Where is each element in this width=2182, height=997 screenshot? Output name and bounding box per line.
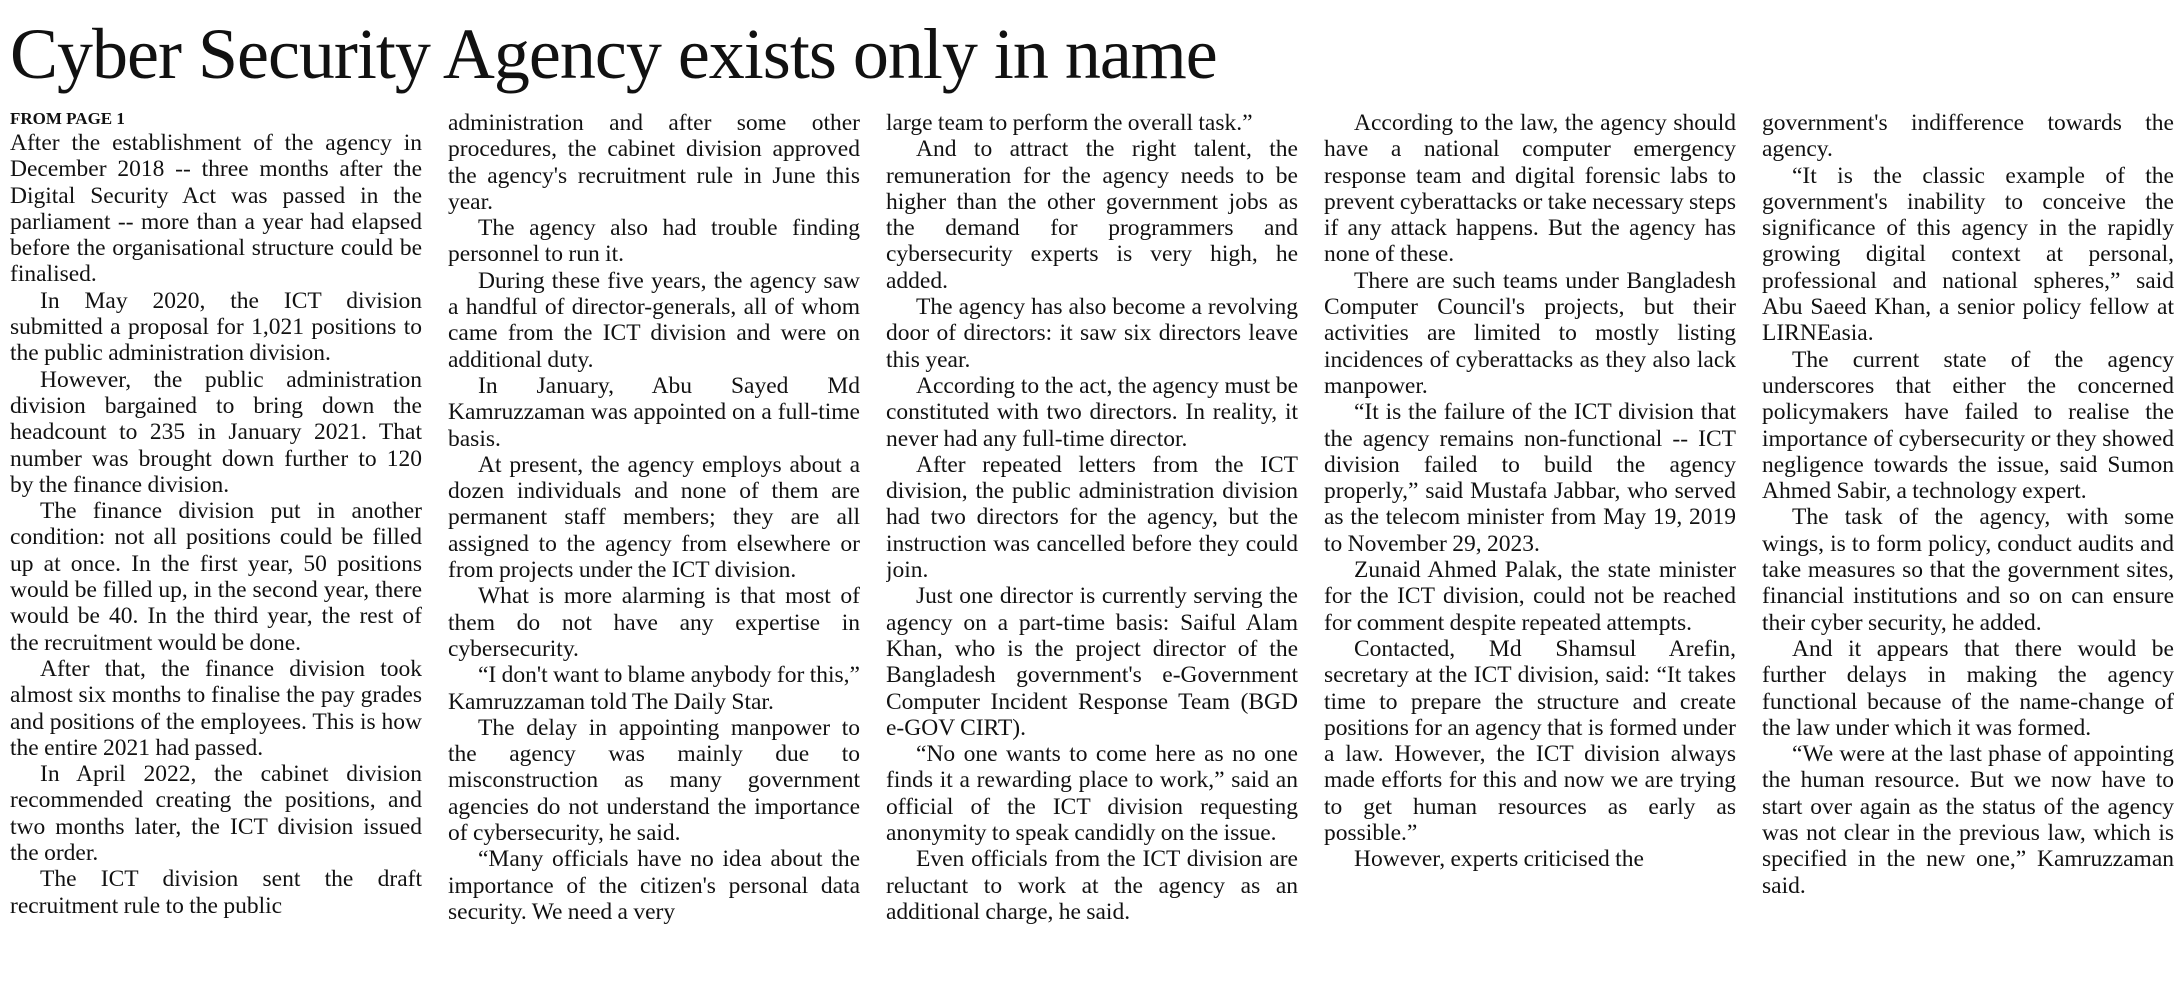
paragraph: And to attract the right talent, the remuneration for the agency needs to be higher than the other government jobs as the demand for programmers and cybersecurity experts is very high, he added.	[886, 136, 1298, 294]
paragraph: However, the public administration division bargained to bring down the headcount to 235 in January 2021. That number was brought down further to 120 by the finance division.	[10, 366, 422, 498]
paragraph: After that, the finance division took almost six months to finalise the pay grades and positions of the employees. This is how the entire 2021 had passed.	[10, 655, 422, 761]
paragraph: And it appears that there would be further delays in making the agency functional because of the name-change of the law under which it was formed.	[1762, 635, 2174, 741]
paragraph: In January, Abu Sayed Md Kamruzzaman was appointed on a full-time basis.	[448, 372, 860, 452]
paragraph: administration and after some other procedures, the cabinet division approved the agency's recruitment rule in June this year.	[448, 110, 860, 215]
paragraph: Contacted, Md Shamsul Arefin, secretary at the ICT division, said: “It takes time to prepare the structure and create positions for an agency that is formed under a law. However, the ICT division always made efforts for this and now we are trying to get human resources as early as possible.”	[1324, 635, 1736, 847]
paragraph: Just one director is currently serving the agency on a part-time basis: Saiful Alam Khan, who is the project director of the Bangladesh government's e-Government Computer Incident Response Team (BGD e-GOV CIRT).	[886, 583, 1298, 741]
paragraph: “Many officials have no idea about the importance of the citizen's personal data security. We need a very	[448, 846, 860, 925]
paragraph: “It is the classic example of the government's inability to conceive the significance of this agency in the rapidly growing digital context at personal, professional and national spheres,” said Abu Saeed Khan, a senior policy fellow at LIRNEasia.	[1762, 162, 2174, 347]
paragraph: According to the law, the agency should have a national computer emergency response team and digital forensic labs to prevent cyberattacks or take necessary steps if any attack happens. But the agency has none of these.	[1324, 110, 1736, 268]
paragraph: government's indifference towards the agency.	[1762, 110, 2174, 163]
article-body	[10, 110, 2174, 990]
paragraph: In May 2020, the ICT division submitted a proposal for 1,021 positions to the public administration division.	[10, 287, 422, 367]
paragraph: “No one wants to come here as no one finds it a rewarding place to work,” said an official of the ICT division requesting anonymity to speak candidly on the issue.	[886, 741, 1298, 847]
paragraph: Zunaid Ahmed Palak, the state minister for the ICT division, could not be reached for comment despite repeated attempts.	[1324, 557, 1736, 636]
paragraph: In April 2022, the cabinet division recommended creating the positions, and two months later, the ICT division issued the order.	[10, 761, 422, 867]
paragraph: After repeated letters from the ICT division, the public administration division had two directors for the agency, but the instruction was cancelled before they could join.	[886, 451, 1298, 584]
paragraph: After the establishment of the agency in December 2018 -- three months after the Digital Security Act was passed in the parliament -- more than a year had elapsed before the organisational structure could be finalised.	[10, 130, 422, 288]
paragraph: The current state of the agency underscores that either the concerned policymakers have failed to realise the importance of cybersecurity or they showed negligence towards the issue, said Sumon Ahmed Sabir, a technology expert.	[1762, 346, 2174, 505]
paragraph: There are such teams under Bangladesh Computer Council's projects, but their activities are limited to mostly listing incidences of cyberattacks as they also lack manpower.	[1324, 267, 1736, 399]
column-1	[10, 110, 422, 990]
paragraph: However, experts criticised the	[1354, 846, 1644, 873]
paragraph: large team to perform the overall task.”	[886, 110, 1253, 136]
paragraph: The ICT division sent the draft recruitment rule to the public	[10, 866, 422, 919]
paragraph: The task of the agency, with some wings, is to form policy, conduct audits and take measures so that the government sites, financial institutions and so on can ensure their cyber security, he added.	[1762, 504, 2174, 636]
paragraph: “It is the failure of the ICT division that the agency remains non-functional -- ICT division failed to build the agency properly,” said Mustafa Jabbar, who served as the telecom minister from May 19, 2019 to November 29, 2023.	[1324, 399, 1736, 557]
kicker: FROM PAGE 1	[10, 110, 125, 128]
paragraph: During these five years, the agency saw a handful of director-generals, all of whom came from the ICT division and were on additional duty.	[448, 267, 860, 373]
column-2	[448, 110, 860, 990]
paragraph: The delay in appointing manpower to the agency was mainly due to misconstruction as many government agencies do not understand the importance of cybersecurity, he said.	[448, 714, 860, 847]
paragraph: What is more alarming is that most of them do not have any expertise in cybersecurity.	[448, 583, 860, 662]
column-3	[886, 110, 1298, 990]
paragraph: “I don't want to blame anybody for this,” Kamruzzaman told The Daily Star.	[448, 662, 860, 715]
column-5	[1762, 110, 2174, 990]
paragraph: The agency has also become a revolving door of directors: it saw six directors leave this year.	[886, 294, 1298, 373]
headline: Cyber Security Agency exists only in name	[10, 14, 1217, 94]
paragraph: The agency also had trouble finding personnel to run it.	[448, 215, 860, 268]
paragraph: “We were at the last phase of appointing the human resource. But we now have to start over again as the status of the agency was not clear in the previous law, which is specified in the new one,” Kamruzzaman said.	[1762, 741, 2174, 899]
paragraph: According to the act, the agency must be constituted with two directors. In reality, it never had any full-time director.	[886, 372, 1298, 452]
column-4	[1324, 110, 1736, 990]
paragraph: At present, the agency employs about a dozen individuals and none of them are permanent staff members; they are all assigned to the agency from elsewhere or from projects under the ICT division.	[448, 451, 860, 584]
paragraph: The finance division put in another condition: not all positions could be filled up at once. In the first year, 50 positions would be filled up, in the second year, there would be 40. In the third year, the rest of the recruitment would be done.	[10, 498, 422, 656]
paragraph: Even officials from the ICT division are reluctant to work at the agency as an additional charge, he said.	[886, 846, 1298, 925]
